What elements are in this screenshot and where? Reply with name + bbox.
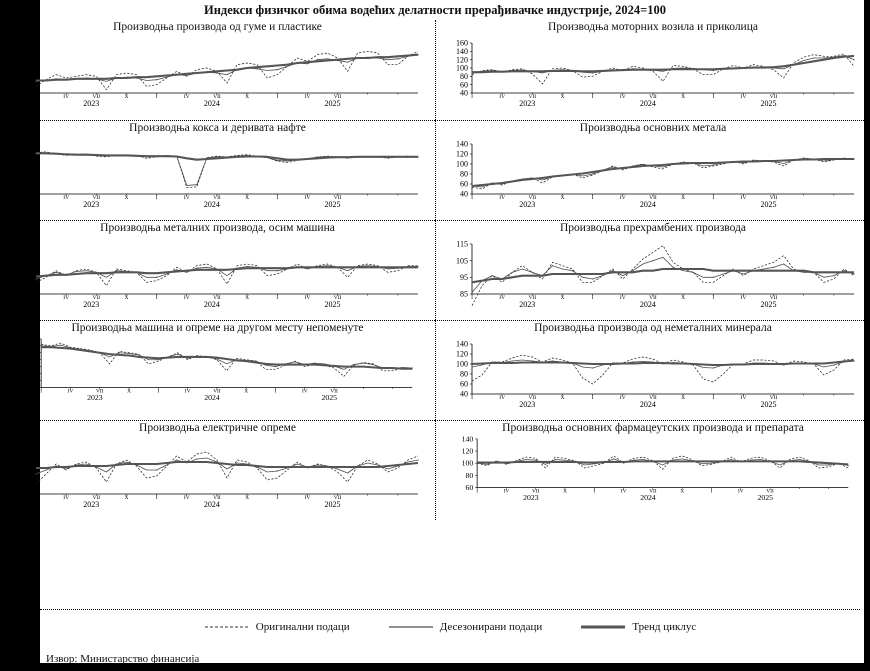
chart-panel-food-products (435, 220, 870, 320)
svg-text:IV: IV (737, 488, 744, 495)
svg-text:70: 70 (24, 289, 32, 299)
svg-text:VII: VII (528, 94, 537, 100)
svg-text:X: X (681, 94, 686, 100)
svg-text:I: I (35, 195, 37, 201)
svg-text:2023: 2023 (519, 400, 536, 409)
svg-text:2023: 2023 (519, 200, 536, 209)
svg-text:100: 100 (456, 63, 468, 73)
svg-text:I: I (471, 195, 473, 201)
page-title: Индекси физичког обима водећих делатности прерађивачке индустрије, 2024=100 (203, 3, 666, 17)
svg-text:I: I (712, 195, 715, 201)
plot-svg-pharmaceuticals (442, 435, 862, 503)
svg-text:VII: VII (528, 295, 537, 301)
svg-text:VII: VII (333, 295, 342, 301)
svg-text:2023: 2023 (83, 200, 100, 209)
svg-text:I: I (276, 195, 279, 201)
plot-svg-machinery-nec (6, 335, 426, 403)
chart-panel-motor-vehicles (435, 20, 870, 120)
legend-item-seasonally_adjusted (388, 621, 543, 633)
svg-text:120: 120 (456, 349, 468, 359)
svg-text:2024: 2024 (203, 500, 220, 509)
chart-title-coke-petroleum: Производња кокса и деривата нафте (129, 122, 306, 134)
svg-text:VII: VII (92, 495, 101, 501)
svg-text:2025: 2025 (321, 393, 337, 403)
svg-text:40: 40 (24, 175, 32, 185)
chart-title-fabricated-metal: Производња металних производа, осим машина (100, 222, 335, 234)
svg-text:I: I (471, 295, 473, 301)
svg-text:VII: VII (333, 495, 342, 501)
svg-text:IV: IV (499, 94, 506, 100)
plot-svg-basic-metals (442, 135, 862, 215)
svg-text:VII: VII (649, 488, 657, 495)
legend-label: Оригинални подаци (255, 621, 350, 633)
svg-text:VII: VII (333, 195, 342, 201)
svg-text:I: I (471, 94, 473, 100)
svg-text:60: 60 (465, 482, 474, 492)
svg-text:IV: IV (67, 388, 74, 395)
svg-text:120: 120 (25, 341, 38, 351)
plot-svg-electrical-equipment (6, 435, 426, 515)
svg-text:I: I (471, 395, 473, 401)
svg-text:110: 110 (20, 449, 32, 459)
chart-title-non-metallic-minerals: Производња производа од неметалних минерала (534, 322, 772, 334)
svg-text:60: 60 (460, 80, 468, 90)
svg-text:140: 140 (456, 139, 468, 149)
svg-text:2025: 2025 (760, 99, 777, 108)
svg-text:80: 80 (24, 80, 32, 90)
svg-text:80: 80 (465, 470, 474, 480)
svg-text:60: 60 (29, 382, 38, 392)
plot-svg-fabricated-metal (6, 235, 426, 315)
chart-legend (40, 609, 860, 640)
svg-text:2024: 2024 (203, 300, 220, 309)
svg-text:60: 60 (460, 379, 468, 389)
svg-text:80: 80 (29, 369, 38, 379)
legend-label: Десезонирани подаци (439, 621, 543, 633)
svg-text:2025: 2025 (757, 493, 773, 503)
svg-text:IV: IV (620, 488, 627, 495)
svg-text:IV: IV (740, 395, 747, 401)
svg-text:110: 110 (25, 348, 38, 358)
svg-text:80: 80 (24, 479, 32, 489)
svg-text:20: 20 (24, 182, 32, 192)
svg-text:X: X (680, 488, 685, 495)
series-thick (472, 56, 854, 72)
svg-text:90: 90 (24, 272, 32, 282)
svg-text:2023: 2023 (523, 493, 539, 503)
svg-text:IV: IV (183, 195, 190, 201)
svg-text:VII: VII (528, 395, 537, 401)
plot-area-machinery-nec (6, 335, 429, 403)
svg-text:140: 140 (461, 435, 474, 444)
svg-text:X: X (560, 395, 565, 401)
svg-text:2025: 2025 (760, 200, 777, 209)
svg-text:X: X (681, 395, 686, 401)
svg-text:IV: IV (619, 295, 626, 301)
svg-text:I: I (276, 495, 279, 501)
svg-text:I: I (712, 395, 715, 401)
series-thick (41, 347, 412, 369)
svg-text:IV: IV (499, 195, 506, 201)
svg-text:IV: IV (301, 388, 308, 395)
svg-text:IV: IV (740, 295, 747, 301)
svg-text:VII: VII (769, 295, 778, 301)
svg-text:100: 100 (456, 159, 468, 169)
svg-text:I: I (476, 488, 479, 495)
svg-text:VII: VII (92, 195, 101, 201)
svg-text:X: X (560, 195, 565, 201)
svg-text:I: I (155, 495, 158, 501)
plot-area-food-products (442, 235, 864, 315)
svg-text:IV: IV (63, 295, 70, 301)
plot-area-rubber-plastic (6, 34, 429, 114)
chart-panel-electrical-equipment (0, 420, 435, 520)
svg-text:VII: VII (92, 94, 101, 100)
svg-text:VII: VII (92, 295, 101, 301)
svg-text:VII: VII (769, 195, 778, 201)
series-dashed (472, 355, 854, 384)
chart-panel-coke-petroleum (0, 120, 435, 220)
svg-text:IV: IV (619, 195, 626, 201)
svg-text:90: 90 (24, 469, 32, 479)
svg-text:IV: IV (184, 388, 191, 395)
svg-text:I: I (157, 388, 160, 395)
legend-item-original (204, 621, 350, 633)
svg-text:2025: 2025 (324, 99, 341, 108)
svg-text:80: 80 (460, 369, 468, 379)
svg-text:I: I (155, 94, 158, 100)
svg-text:VII: VII (333, 94, 342, 100)
series-dashed (472, 158, 854, 189)
svg-text:I: I (35, 94, 37, 100)
svg-text:2023: 2023 (519, 99, 536, 108)
plot-svg-food-products (442, 235, 862, 315)
svg-text:110: 110 (20, 256, 32, 266)
svg-text:2025: 2025 (324, 300, 341, 309)
svg-text:X: X (127, 388, 131, 395)
svg-text:VII: VII (213, 94, 221, 100)
svg-text:2024: 2024 (639, 300, 656, 309)
svg-text:VII: VII (330, 388, 338, 395)
svg-text:120: 120 (20, 247, 32, 257)
svg-text:X: X (245, 94, 250, 100)
plot-area-electrical-equipment (6, 435, 429, 515)
charts-grid (0, 20, 870, 620)
plot-area-pharmaceuticals (442, 435, 864, 503)
svg-text:100: 100 (461, 458, 474, 468)
plot-svg-non-metallic-minerals (442, 335, 862, 415)
svg-text:2025: 2025 (760, 400, 777, 409)
svg-text:I: I (35, 495, 37, 501)
svg-text:2023: 2023 (83, 99, 100, 108)
plot-area-non-metallic-minerals (442, 335, 864, 415)
svg-text:VII: VII (96, 388, 104, 395)
svg-text:IV: IV (503, 488, 510, 495)
svg-text:95: 95 (460, 272, 468, 282)
svg-text:120: 120 (20, 439, 32, 449)
svg-text:100: 100 (20, 153, 32, 163)
chart-panel-non-metallic-minerals (435, 320, 870, 420)
svg-text:100: 100 (25, 355, 38, 365)
chart-title-electrical-equipment: Производња електричне опреме (139, 422, 296, 434)
svg-text:I: I (35, 295, 37, 301)
chart-panel-fabricated-metal (0, 220, 435, 320)
svg-text:IV: IV (619, 395, 626, 401)
svg-text:2024: 2024 (639, 400, 656, 409)
svg-text:IV: IV (183, 94, 190, 100)
chart-panel-machinery-nec (0, 320, 435, 420)
plot-area-fabricated-metal (6, 235, 429, 315)
svg-text:VII: VII (213, 195, 221, 201)
legend-label: Тренд циклус (632, 621, 697, 633)
svg-text:IV: IV (63, 94, 70, 100)
svg-text:X: X (245, 495, 250, 501)
svg-text:160: 160 (456, 38, 468, 48)
svg-text:100: 100 (20, 264, 32, 274)
chart-title-rubber-plastic: Производња производа од гуме и пластике (113, 21, 322, 33)
svg-text:I: I (591, 295, 594, 301)
svg-text:X: X (245, 295, 250, 301)
svg-text:90: 90 (29, 362, 38, 372)
svg-text:0: 0 (28, 189, 32, 199)
svg-text:I: I (712, 94, 715, 100)
chart-panel-basic-metals (435, 120, 870, 220)
svg-text:X: X (124, 195, 129, 201)
svg-text:I: I (593, 488, 596, 495)
svg-text:VII: VII (213, 388, 221, 395)
svg-text:105: 105 (456, 256, 468, 266)
svg-text:2024: 2024 (204, 393, 220, 403)
chart-title-pharmaceuticals: Производња основних фармацеутских производа и препарата (502, 422, 804, 434)
chart-panel-pharmaceuticals (435, 420, 870, 520)
svg-text:2023: 2023 (87, 393, 103, 403)
svg-text:IV: IV (304, 495, 311, 501)
svg-text:I: I (710, 488, 713, 495)
svg-text:I: I (591, 395, 594, 401)
plot-area-basic-metals (442, 135, 864, 215)
svg-text:X: X (681, 195, 686, 201)
svg-text:100: 100 (20, 63, 32, 73)
chart-title-basic-metals: Производња основних метала (579, 122, 727, 134)
svg-text:2024: 2024 (203, 200, 220, 209)
svg-text:VII: VII (769, 94, 778, 100)
svg-text:X: X (563, 488, 567, 495)
svg-text:I: I (274, 388, 277, 395)
svg-text:120: 120 (456, 149, 468, 159)
plot-area-coke-petroleum (6, 135, 429, 215)
svg-text:VII: VII (213, 495, 221, 501)
svg-text:2024: 2024 (639, 200, 656, 209)
chart-title-machinery-nec: Производња машина и опреме на другом месту непоменуте (71, 322, 364, 334)
svg-text:X: X (560, 295, 565, 301)
svg-text:VII: VII (766, 488, 774, 495)
svg-text:110: 110 (20, 55, 32, 65)
svg-text:40: 40 (460, 389, 468, 399)
svg-text:I: I (591, 94, 594, 100)
svg-text:100: 100 (20, 459, 32, 469)
svg-text:2024: 2024 (639, 99, 656, 108)
svg-text:85: 85 (460, 289, 468, 299)
svg-text:120: 120 (456, 55, 468, 65)
svg-text:70: 70 (24, 88, 32, 98)
svg-text:2024: 2024 (640, 493, 656, 503)
chart-title-motor-vehicles: Производња моторних возила и приколица (548, 21, 758, 33)
svg-text:120: 120 (20, 46, 32, 56)
svg-text:140: 140 (456, 339, 468, 349)
svg-text:40: 40 (460, 189, 468, 199)
svg-text:X: X (681, 295, 686, 301)
svg-text:I: I (40, 388, 43, 395)
svg-text:90: 90 (24, 71, 32, 81)
svg-text:X: X (560, 94, 565, 100)
svg-text:140: 140 (20, 139, 32, 149)
svg-text:X: X (124, 295, 129, 301)
svg-text:130: 130 (25, 335, 38, 344)
svg-text:70: 70 (29, 376, 38, 386)
svg-text:VII: VII (649, 295, 657, 301)
svg-text:I: I (591, 195, 594, 201)
svg-text:IV: IV (499, 295, 506, 301)
legend-swatch-trend_cycle (580, 622, 626, 632)
svg-text:100: 100 (456, 359, 468, 369)
plot-svg-rubber-plastic (6, 34, 426, 114)
svg-text:IV: IV (619, 94, 626, 100)
svg-text:120: 120 (20, 146, 32, 156)
svg-text:2023: 2023 (83, 300, 100, 309)
svg-text:IV: IV (183, 495, 190, 501)
svg-text:2023: 2023 (83, 500, 100, 509)
svg-text:60: 60 (460, 179, 468, 189)
svg-text:2025: 2025 (324, 200, 341, 209)
svg-text:VII: VII (532, 488, 540, 495)
svg-text:80: 80 (24, 281, 32, 291)
svg-text:VII: VII (649, 395, 657, 401)
series-thick (472, 159, 854, 186)
svg-text:80: 80 (24, 161, 32, 171)
svg-text:I: I (276, 295, 279, 301)
chart-footer (0, 609, 870, 671)
svg-text:130: 130 (20, 239, 32, 249)
svg-text:2023: 2023 (519, 300, 536, 309)
svg-text:VII: VII (769, 395, 778, 401)
svg-text:130: 130 (20, 38, 32, 48)
svg-text:X: X (244, 388, 249, 395)
svg-text:40: 40 (460, 88, 468, 98)
svg-text:I: I (155, 295, 158, 301)
series-thick (477, 461, 848, 464)
plot-svg-motor-vehicles (442, 34, 862, 114)
svg-text:140: 140 (456, 46, 468, 56)
legend-swatch-original (204, 622, 250, 632)
svg-text:VII: VII (528, 195, 537, 201)
svg-text:I: I (155, 195, 158, 201)
svg-text:X: X (124, 94, 129, 100)
svg-text:IV: IV (304, 195, 311, 201)
svg-text:IV: IV (304, 295, 311, 301)
chart-panel-rubber-plastic (0, 20, 435, 120)
svg-text:VII: VII (649, 195, 657, 201)
svg-text:IV: IV (63, 495, 70, 501)
svg-text:X: X (124, 495, 129, 501)
svg-text:120: 120 (461, 446, 474, 456)
legend-swatch-seasonally_adjusted (388, 622, 434, 632)
chart-title-food-products: Производња прехрамбених производа (560, 222, 746, 234)
svg-text:IV: IV (740, 195, 747, 201)
source-note: Извор: Министарство финансија (46, 653, 200, 665)
plot-area-motor-vehicles (442, 34, 864, 114)
svg-text:I: I (276, 94, 279, 100)
svg-text:60: 60 (24, 168, 32, 178)
svg-text:I: I (712, 295, 715, 301)
series-thin-marker (472, 159, 854, 188)
svg-text:70: 70 (24, 489, 32, 499)
svg-text:80: 80 (460, 169, 468, 179)
svg-text:115: 115 (456, 239, 468, 249)
svg-text:2025: 2025 (760, 300, 777, 309)
svg-text:IV: IV (499, 395, 506, 401)
svg-text:80: 80 (460, 71, 468, 81)
svg-text:VII: VII (649, 94, 657, 100)
plot-svg-coke-petroleum (6, 135, 426, 215)
series-thick (36, 55, 418, 81)
svg-text:IV: IV (740, 94, 747, 100)
svg-text:IV: IV (183, 295, 190, 301)
svg-text:2025: 2025 (324, 500, 341, 509)
svg-text:IV: IV (63, 195, 70, 201)
svg-text:X: X (245, 195, 250, 201)
svg-text:IV: IV (304, 94, 311, 100)
legend-item-trend_cycle (580, 621, 696, 633)
svg-text:VII: VII (213, 295, 221, 301)
svg-text:2024: 2024 (203, 99, 220, 108)
